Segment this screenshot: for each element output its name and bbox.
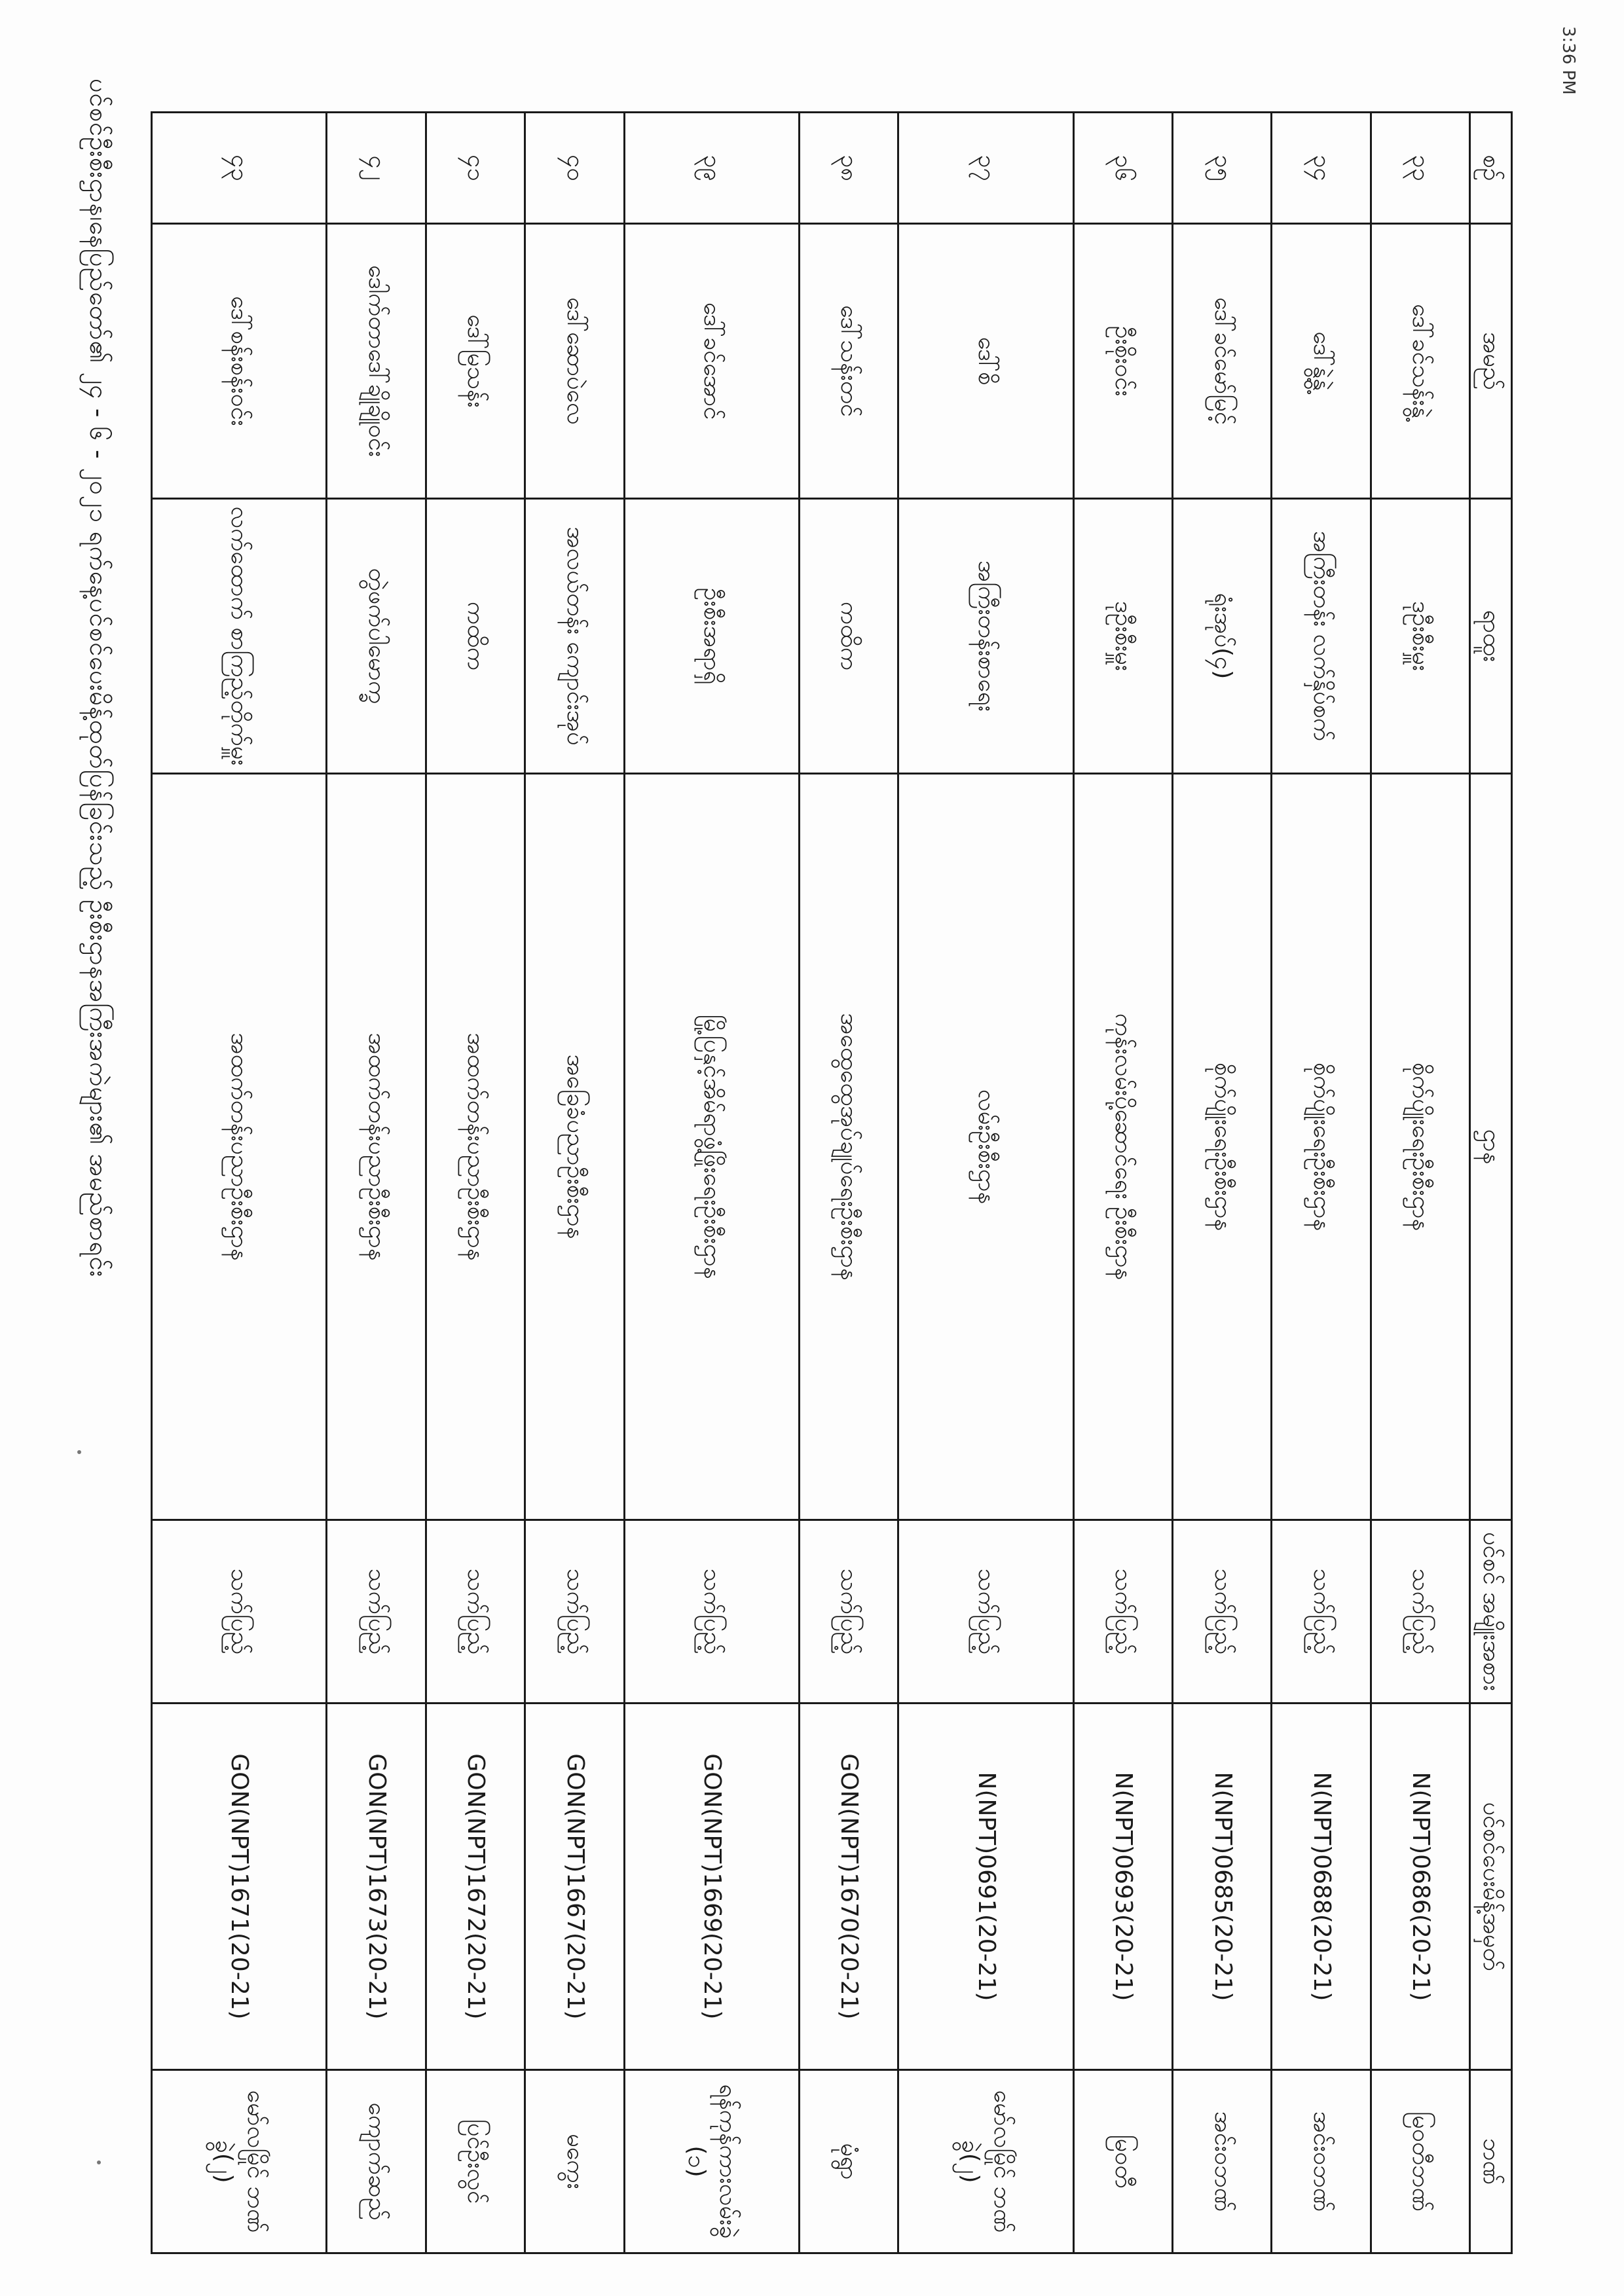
cell-bank: မော်လမြိုင် ဘဏ်ခွဲ(၂): [152, 2070, 327, 2253]
document-title: ပင်စင်ဦးစီးဌာန၊နေပြည်တော်၏ ၂၄ - ၆ - ၂၀၂၁ ရက်နေ့ပင်စင်ပေးမိန့်ထုတ်ပြန်ခြင်းသည့် ဦးစီးဌာနအကြီးအကဲများ၏ အမည်စာရင်း: [84, 79, 113, 1278]
cell-dept: အထက်တန်းပညာဦးစီးဌာန: [327, 774, 426, 1520]
cell-dept: အထက်တန်းပညာဦးစီးဌာန: [426, 774, 525, 1520]
cell-bank: မြဝတီ: [1073, 2070, 1172, 2253]
table-row: [327, 113, 426, 2253]
cell-order: GON(NPT)1667(20-21): [525, 1704, 624, 2070]
table-row: [898, 113, 1073, 2253]
cell-bank: ရန်ကုန်ကားလမ်းခွဲ (၁): [624, 2070, 799, 2253]
cell-name: ဒေါ်ခင်မော်မြင့်: [1173, 224, 1272, 499]
cell-order: GON(NPT)1671(20-21): [152, 1704, 327, 2070]
cell-bank: ပြင်ဦးလွင်: [426, 2070, 525, 2253]
table-row: [525, 113, 624, 2253]
cell-no: ၃၄: [1272, 113, 1371, 224]
table-row: [799, 113, 898, 2253]
cell-order: GON(NPT)1673(20-21): [327, 1704, 426, 2070]
cell-type: သက်ပြည့်: [152, 1520, 327, 1704]
cell-bank: အင်းဝဘဏ်: [1272, 2070, 1371, 2253]
col-header-rank: ရာထူး: [1470, 499, 1512, 774]
cell-type: သက်ပြည့်: [1371, 1520, 1469, 1704]
cell-rank: အကြီးတန်း လက်နှိပ်စက်: [1272, 499, 1371, 774]
cell-order: N(NPT)0691(20-21): [898, 1704, 1073, 2070]
cell-order: GON(NPT)1670(20-21): [799, 1704, 898, 2070]
cell-rank: ဦးစီးအရာရှိ: [624, 499, 799, 774]
table-row: [152, 113, 327, 2253]
cell-bank: မြဝတီဘဏ်: [1371, 2070, 1469, 2253]
cell-rank: ဒုဦးစီးမှူး: [1371, 499, 1469, 774]
cell-bank: မုံရွာ: [799, 2070, 898, 2253]
col-header-bank: ဘဏ်: [1470, 2070, 1512, 2253]
cell-name: ဒေါ်စိ: [898, 224, 1073, 499]
cell-dept: ကုန်းလမ်းပို့ဆောင်ရေး ဦးစီးဌာန: [1073, 774, 1172, 1520]
header-row: [1470, 113, 1512, 2253]
cell-type: သက်ပြည့်: [426, 1520, 525, 1704]
cell-rank: တွဲဖက်ပါမောက္ခ: [327, 499, 426, 774]
rotated-content: [52, 26, 1572, 2265]
cell-bank: ကျောက်ဆည်: [327, 2070, 426, 2253]
col-header-order: ပင်စင်ပေးမိန့်အမှတ်: [1470, 1704, 1512, 2070]
cell-name: ဒေါ်နွဲ့နွဲ့: [1272, 224, 1371, 499]
cell-rank: ကထိက: [426, 499, 525, 774]
cell-name: ဒေါ်ဆောပဲလေ: [525, 224, 624, 499]
cell-type: သက်ပြည့်: [624, 1520, 799, 1704]
cell-bank: မော်လမြိုင် ဘဏ်ခွဲ(၂): [898, 2070, 1073, 2253]
cell-rank: ဒုဦးစီးမှူး: [1073, 499, 1172, 774]
pension-table: [151, 111, 1513, 2254]
cell-type: သက်ပြည့်: [1073, 1520, 1172, 1704]
cell-no: ၄၁: [426, 113, 525, 224]
cell-type: သက်ပြည့်: [799, 1520, 898, 1704]
cell-rank: အကြီးတန်းစာရေး: [898, 499, 1073, 774]
cell-dept: မြို့ပြနှင့်အိမ်ရာဖွံ့ဖြိုးရေးဦးစီးဌာန: [624, 774, 799, 1520]
cell-order: N(NPT)0688(20-21): [1272, 1704, 1371, 2070]
cell-no: ၃၆: [1073, 113, 1172, 224]
cell-rank: အလယ်တန်း ကျောင်းအုပ်: [525, 499, 624, 774]
cell-name: ဒေါ်မြသန်း: [426, 224, 525, 499]
cell-no: ၃၉: [624, 113, 799, 224]
table-row: [1272, 113, 1371, 2253]
cell-no: ၃၅: [1173, 113, 1272, 224]
cell-name: ဒေါ်သန်းတင်: [799, 224, 898, 499]
cell-rank: လက်ထောက် စာကြည့်တိုက်မှူး: [152, 499, 327, 774]
cell-dept: အခြေခံပညာဦးစီးဌာန: [525, 774, 624, 1520]
cell-no: ၃၈: [799, 113, 898, 224]
cell-no: ၃၃: [1371, 113, 1469, 224]
cell-dept: စိုက်ပျိုးရေးဦးစီးဌာန: [1173, 774, 1272, 1520]
cell-no: ၄၃: [152, 113, 327, 224]
cell-rank: ရုံးအုပ်(၄): [1173, 499, 1272, 774]
cell-type: သက်ပြည့်: [1173, 1520, 1272, 1704]
col-header-no: စဉ်: [1470, 113, 1512, 224]
cell-bank: အင်းဝဘဏ်: [1173, 2070, 1272, 2253]
col-header-dept: ဌာန: [1470, 774, 1512, 1520]
table-row: [1073, 113, 1172, 2253]
cell-dept: အထက်တန်းပညာဦးစီးဌာန: [152, 774, 327, 1520]
cell-bank: မကွေး: [525, 2070, 624, 2253]
cell-name: ဒေါက်တာဒေါ်ချိုချိုဝင်း: [327, 224, 426, 499]
table-row: [1371, 113, 1469, 2253]
cell-order: N(NPT)0685(20-21): [1173, 1704, 1272, 2070]
cell-name: ဒေါ်ခင်သန်းနွဲ့: [1371, 224, 1469, 499]
cell-type: သက်ပြည့်: [1272, 1520, 1371, 1704]
col-header-type: ပင်စင် အမျိုးအစား: [1470, 1520, 1512, 1704]
cell-order: GON(NPT)1669(20-21): [624, 1704, 799, 2070]
cell-type: သက်ပြည့်: [898, 1520, 1073, 1704]
cell-dept: လမ်းဦးစီးဌာန: [898, 774, 1073, 1520]
cell-dept: စိုက်ပျိုးရေးဦးစီးဌာန: [1371, 774, 1469, 1520]
cell-dept: အထွေထွေအုပ်ချုပ်ရေးဦးစီးဌာန: [799, 774, 898, 1520]
cell-order: N(NPT)0693(20-21): [1073, 1704, 1172, 2070]
cell-no: ၃၇: [898, 113, 1073, 224]
col-header-name: အမည်: [1470, 224, 1512, 499]
cell-no: ၄၀: [525, 113, 624, 224]
cell-name: ဒေါ်ခင်အောင်: [624, 224, 799, 499]
cell-order: N(NPT)0686(20-21): [1371, 1704, 1469, 2070]
scan-timestamp: 3:36 PM: [1559, 26, 1578, 95]
cell-rank: ကထိက: [799, 499, 898, 774]
cell-no: ၄၂: [327, 113, 426, 224]
cell-name: ဦးစိုးဝင်း: [1073, 224, 1172, 499]
cell-type: သက်ပြည့်: [327, 1520, 426, 1704]
table-row: [624, 113, 799, 2253]
cell-type: သက်ပြည့်: [525, 1520, 624, 1704]
cell-dept: စိုက်ပျိုးရေးဦးစီးဌာန: [1272, 774, 1371, 1520]
table-row: [1173, 113, 1272, 2253]
table-row: [426, 113, 525, 2253]
cell-order: GON(NPT)1672(20-21): [426, 1704, 525, 2070]
cell-name: ဒေါ်စန်းစန်းဝင်း: [152, 224, 327, 499]
